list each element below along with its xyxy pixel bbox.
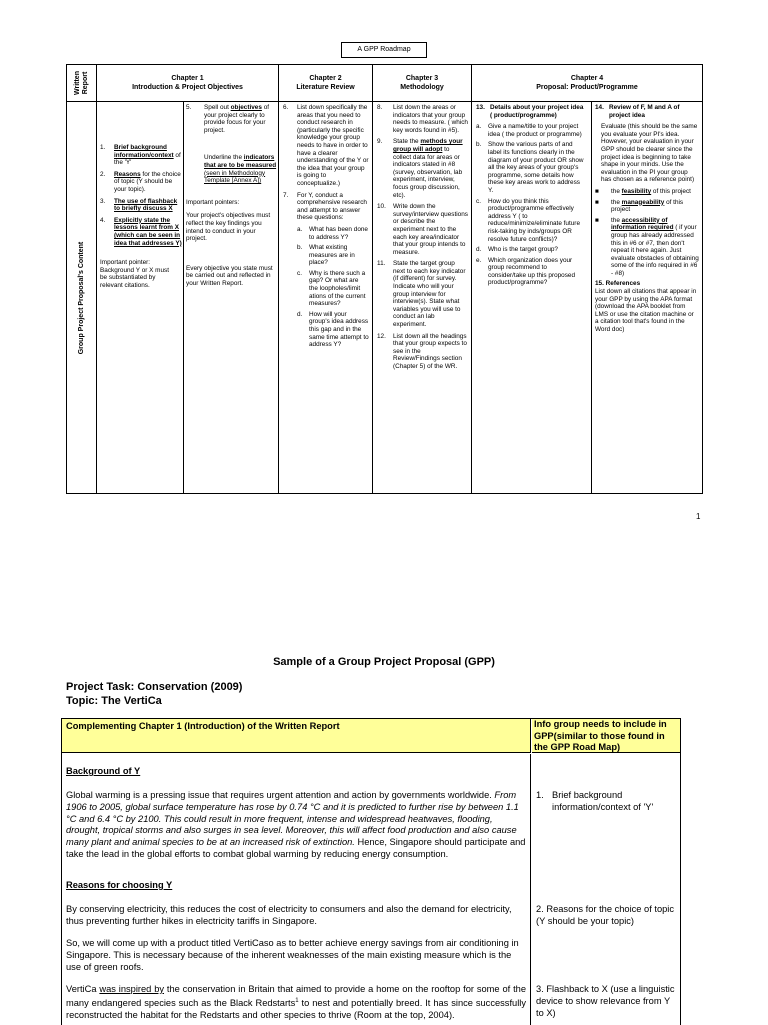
evaluate-note: Evaluate (this should be the same you evaluate your PI's idea. However, your evaluation in your GPP should be clearer since the project idea is beginning to take shape in your minds. Use the evaluation in the PI your group has chosen as a reference point)	[601, 123, 698, 184]
project-topic-line: Topic: The VertiCa	[66, 695, 162, 707]
references-text: List down all citations that appear in your GPP by using the APA format (download the APA booklet from LMS or use the citation machine or a citation tool that's found in the Word doc)	[595, 288, 697, 334]
chapter-2-column	[279, 65, 373, 493]
list-item: 6. List down specifically the areas that you need to conduct research in (particularly the specific knowledge your group needs to have in order to have a clearer understanding of the Y or the idea that your group is going to conceptualize.)	[283, 104, 369, 187]
important-pointers-label: Important pointers:	[186, 198, 240, 206]
gpp-title: Sample of a Group Project Proposal (GPP)	[273, 656, 495, 668]
reasons-heading: Reasons for choosing Y	[66, 880, 173, 890]
gpp-table	[61, 718, 681, 1025]
page-number: 1	[696, 512, 701, 521]
list-item: 1. Brief background information/context of the 'Y'	[100, 144, 181, 167]
bullet-item: ■ the feasibility of this project	[595, 187, 691, 195]
objectives-reflected: Every objective you state must be carried out and reflected in your Written Report.	[186, 264, 273, 287]
info-item: 3. Flashback to X (use a linguistic device to show relevance from Y to X)	[536, 984, 675, 1018]
reasons-paragraph-1: By conserving electricity, this reduces the cost of electricity to consumers and also the demand for electricity, thus preventing further hikes in electricity tariffs in Singapore.	[66, 904, 512, 926]
chapter-2-number: Chapter 2	[309, 75, 342, 82]
indicators-note: Underline the indicators that are to be measured (seen in Methodology Template [Annex A])	[204, 154, 277, 185]
references-heading: 15. References	[595, 280, 641, 288]
list-item: 11. State the target group next to each key indicator (if different) for survey. Indicate who will your group interview for interview(s). State what variables you will use to conduct an lab experiment.	[377, 260, 466, 329]
objectives-pointer: Your project's objectives must reflect the key findings you intend to conduct in your project.	[186, 212, 271, 243]
sublist-item: a. What has been done to address Y?	[297, 225, 368, 241]
row-header-text: Written Report	[73, 71, 89, 95]
list-item: 5. Spell out objectives of your project clearly to provide focus for your project.	[186, 104, 270, 134]
sublist-item: d. Who is the target group?	[476, 246, 558, 254]
chapter-1-objectives	[186, 104, 278, 288]
list-item: 13. Details about your project idea ( product/programme)	[476, 104, 584, 119]
column-divider	[183, 102, 184, 493]
chapter-4-name: Proposal: Product/Programme	[536, 84, 638, 91]
gpp-table-header-right: Info group needs to include in GPP(similar to those found in the GPP Road Map)	[532, 719, 680, 753]
chapter-1-number: Chapter 1	[171, 75, 204, 82]
chapter-3-column	[373, 65, 472, 493]
bullet-item: ■ the manageability of this project	[595, 198, 684, 214]
project-task-line: Project Task: Conservation (2009)	[66, 681, 243, 693]
chapter-4-column	[472, 65, 702, 493]
chapter-2-body	[279, 102, 372, 493]
gpp-table-body-left	[62, 754, 531, 1025]
gpp-table-header-left: Complementing Chapter 1 (Introduction) of the Written Report	[62, 719, 531, 753]
chapter-3-header	[373, 65, 471, 102]
chapter-4-header	[472, 65, 702, 102]
roadmap-table	[66, 64, 703, 494]
chapter-2-name: Literature Review	[296, 84, 355, 91]
chapter-3-number: Chapter 3	[405, 75, 439, 82]
chapter-1-body	[97, 102, 278, 493]
column-divider	[591, 102, 592, 493]
info-item: 1. Brief background information/context of 'Y'	[536, 790, 654, 812]
chapter-4-review	[595, 104, 699, 334]
row-label-text: Group Project Proposal's Content	[77, 241, 85, 354]
chapter-1-list	[100, 144, 182, 290]
list-item: 2. Reasons for the choice of topic (Y should be your topic).	[100, 170, 181, 193]
sublist-item: a. Give a name/title to your project idea ( the product or programme)	[476, 123, 582, 138]
chapter-1-column	[97, 65, 279, 493]
list-item: 7. For Y, conduct a comprehensive research and attempt to answer these questions:	[283, 191, 367, 222]
list-item: 14. Review of F, M and A of project idea	[595, 104, 680, 119]
list-item: 10. Write down the survey/interview questions or describe the experiment next to the each key area/indicator that your group intends to measure.	[377, 203, 468, 256]
sublist	[283, 226, 369, 349]
chapter-4-number: Chapter 4	[570, 75, 604, 82]
chapter-4-body	[472, 102, 702, 493]
sublist-item: c. How do you think this product/programme effectively address Y ( to reduce/minimize/eliminate future risk-taking by inds/groups OR resolve future conflicts)?	[476, 197, 580, 243]
project-task	[66, 680, 242, 708]
list-item: 9. State the methods your group will adopt to collect data for areas or indicators stated in #8 (survey, observation, lab experiment, interview, focus group discussion, etc).	[377, 138, 463, 199]
info-item: 2. Reasons for the choice of topic (Y should be your topic)	[536, 904, 675, 926]
background-heading: Background of Y	[66, 766, 141, 776]
gpp-table-body-right	[532, 754, 680, 1025]
important-pointer: Important pointer: Background Y or X must be substantiated by relevant citations.	[100, 259, 170, 289]
list-item: 12. List down all the headings that your group expects to see in the Review/Findings section (Chapter 5) of the WR.	[377, 332, 467, 370]
sublist-item: b. What existing measures are in place?	[297, 244, 355, 267]
chapter-4-details	[476, 104, 586, 290]
sublist-item: d. How will your group's idea address this gap and in the same time attempt to address Y?	[297, 310, 369, 349]
sublist-item: b. Show the various parts of and label its functions clearly in the diagram of your product OR show all the key areas of your group's programme, some details how these key areas work to address Y.	[476, 141, 584, 194]
chapter-3-list	[377, 104, 468, 375]
list-item: 4. Explicitly state the lessons learnt from X (which can be seen in idea that addresses Y)	[100, 216, 182, 247]
list-item: 3. The use of flashback to briefly discuss X	[100, 197, 178, 213]
chapter-1-name: Introduction & Project Objectives	[132, 84, 243, 91]
list-item: 8. List down the areas or indicators that your group needs to measure. ( which key words found in #5).	[377, 104, 468, 134]
sublist-item: e. Which organization does your group recommend to consider/take up this proposed product/programme?	[476, 256, 576, 287]
chapter-2-list	[283, 104, 369, 352]
chapter-2-header	[279, 65, 372, 102]
chapter-3-name: Methodology	[400, 84, 444, 91]
chapter-3-body	[373, 102, 471, 493]
roadmap-title: A GPP Roadmap	[341, 42, 427, 58]
row-label-cell	[67, 102, 97, 493]
background-paragraph: Global warming is a pressing issue that requires urgent attention and action by governments worldwide. From 1906 to 2005, global surface temperature has rose by 0.74 °C and it is predicted to further rise by between 1.1 °C and 6.4 °C by 2100. This could result in more frequent, intense and widespread heatwaves, flooding, drought, tropical storms and also surges in sea level. Moreover, this will affect food production and also cause many plant and animal species to be at an increased risk of extinction. Hence, Singapore should participate and take the lead in the global efforts to combat global warming by reducing energy consumption.	[66, 790, 526, 859]
chapter-1-header	[97, 65, 278, 102]
sublist-item: c. Why is there such a gap? Or what are the loopholes/limit ations of the current measures?	[297, 269, 366, 308]
row-header-cell	[67, 65, 97, 102]
verti-paragraph: VertiCa was inspired by the conservation in Britain that aimed to provide a home on the rooftop for some of the many endangered species such as the Black Redstarts$^1$ to nest and potentially breed. It has since successfully reconstructed the habitat for the Redstarts and other species to thrive (Room at the top, 2004).	[66, 984, 526, 1020]
bullet-item: ■ the accessibility of information required ( if your group has already addressed this in #6 or #7, then don't repeat it here again. Just evaluate obstacles of obtaining some of the info required in #6 - #8)	[595, 216, 699, 277]
reasons-paragraph-2: So, we will come up with a product titled VertiCaso as to better achieve energy savings from air conditioning in Singapore. This is necessary because of the inherent weaknesses of the main existing measure which is the use of green roofs.	[66, 938, 519, 972]
